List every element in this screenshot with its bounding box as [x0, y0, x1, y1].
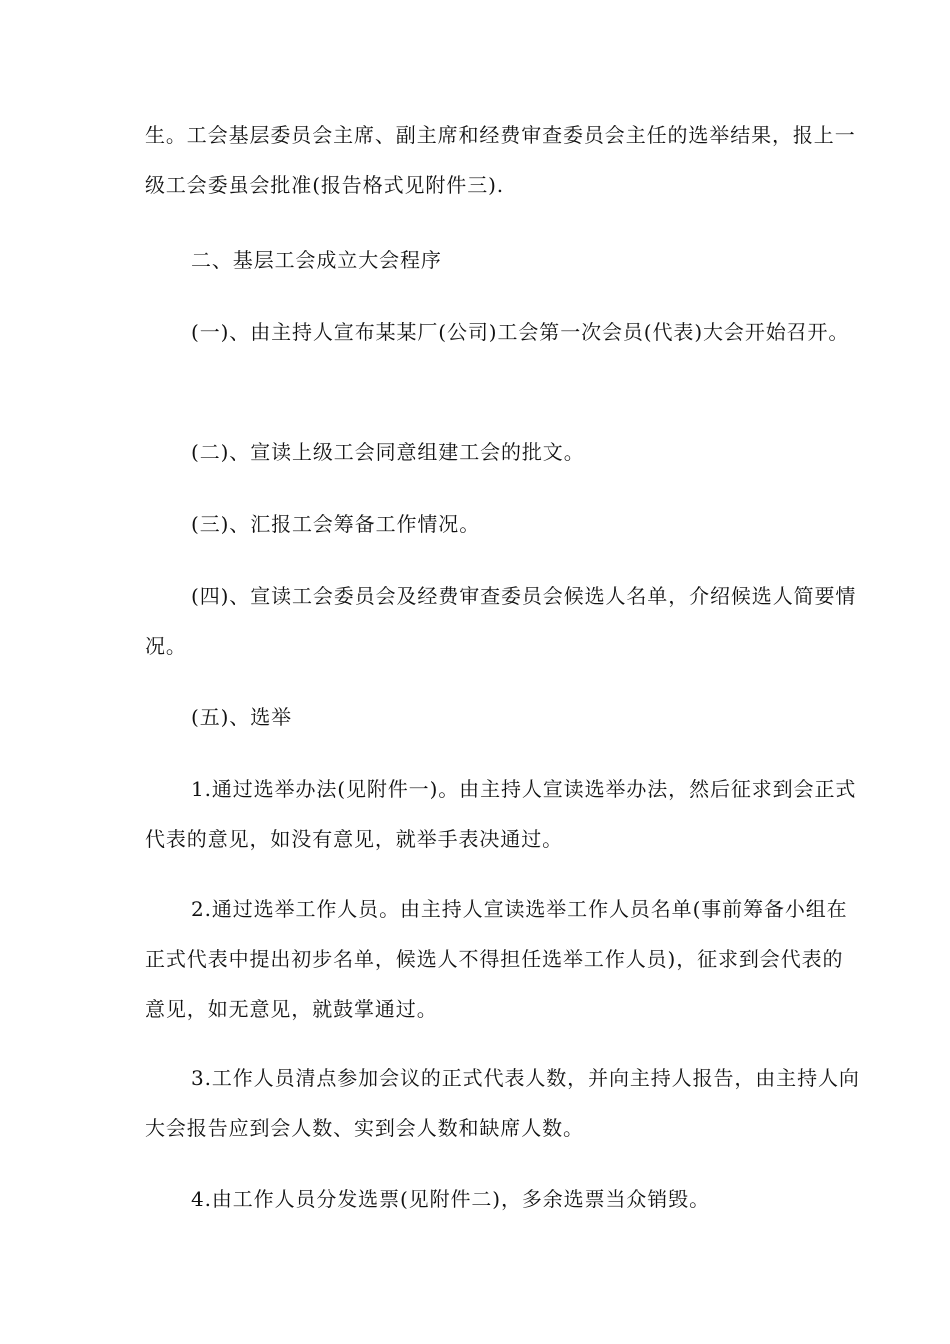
paragraph-item-1-opening: (一)、由主持人宣布某某厂(公司)工会第一次会员(代表)大会开始召开。 — [191, 320, 850, 344]
section-heading-founding-procedure: 二、基层工会成立大会程序 — [191, 248, 442, 272]
paragraph-step-3-headcount: 3.工作人员清点参加会议的正式代表人数，并向主持人报告，由主持人向大会报告应到会人数、实到会人数和缺席人数。 — [145, 1066, 860, 1140]
paragraph-item-4-candidates: (四)、宣读工会委员会及经费审查委员会候选人名单，介绍候选人简要情况。 — [145, 584, 857, 658]
paragraph-item-5-election: (五)、选举 — [191, 705, 293, 729]
paragraph-election-results: 生。工会基层委员会主席、副主席和经费审查委员会主任的选举结果，报上一级工会委虽会批准(报告格式见附件三). — [145, 123, 856, 197]
paragraph-step-4-ballots: 4.由工作人员分发选票(见附件二)，多余选票当众销毁。 — [191, 1187, 710, 1211]
paragraph-step-1-method: 1.通过选举办法(见附件一)。由主持人宣读选举办法，然后征求到会正式代表的意见，如没有意见，就举手表决通过。 — [145, 777, 857, 851]
paragraph-item-2-approval: (二)、宣读上级工会同意组建工会的批文。 — [191, 440, 585, 464]
paragraph-item-3-report: (三)、汇报工会筹备工作情况。 — [191, 512, 481, 536]
paragraph-step-2-staff: 2.通过选举工作人员。由主持人宣读选举工作人员名单(事前筹备小组在正式代表中提出初步名单，候选人不得担任选举工作人员)，征求到会代表的意见，如无意见，就鼓掌通过。 — [145, 897, 848, 1021]
